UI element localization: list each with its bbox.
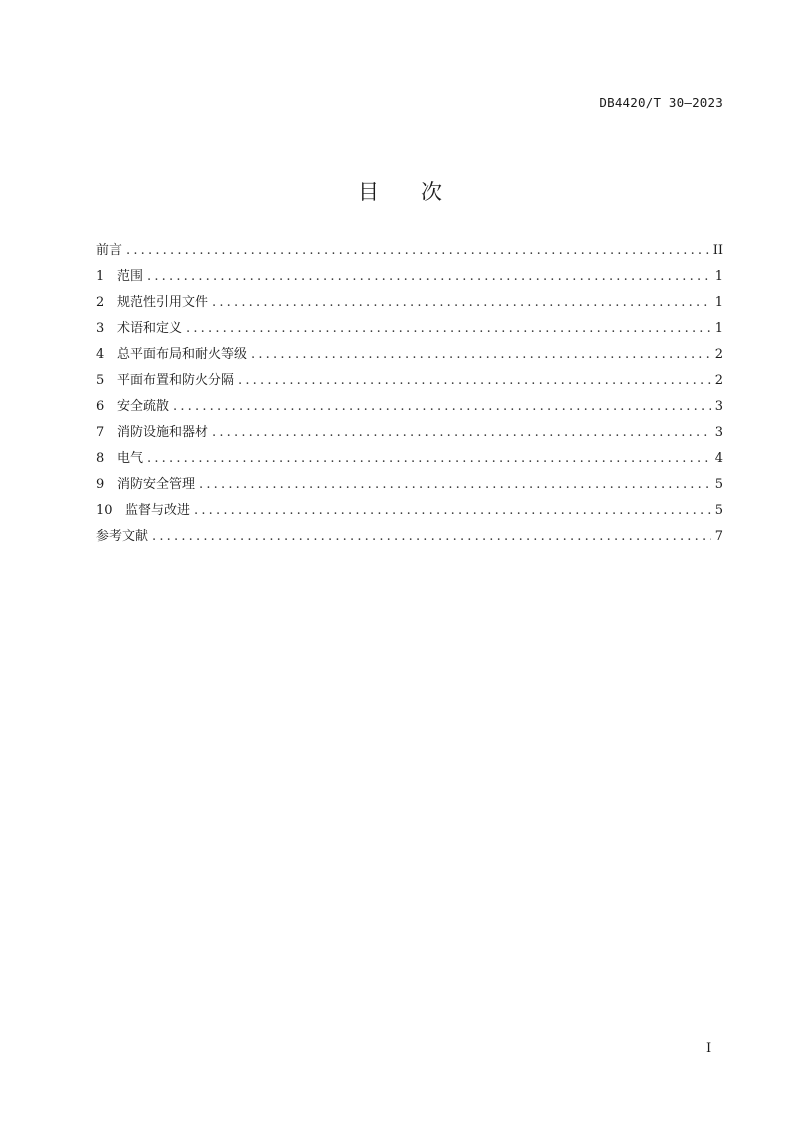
toc-entry-page: 2 — [714, 373, 723, 388]
toc-entry-page: 1 — [714, 295, 723, 310]
document-code: DB4420/T 30—2023 — [599, 95, 723, 110]
toc-entry-label: 消防设施和器材 — [117, 425, 209, 440]
toc-entry-page: 2 — [714, 347, 723, 362]
toc-entry-label: 总平面布局和耐火等级 — [117, 347, 248, 362]
title-char-2: 次 — [421, 180, 442, 204]
toc-entry-label: 消防安全管理 — [117, 477, 196, 492]
toc-entry-page: 1 — [714, 269, 723, 284]
toc-entry-number: 5 — [96, 373, 105, 388]
toc-entry-9[interactable] — [96, 473, 723, 499]
toc-entry-1[interactable] — [96, 265, 723, 291]
toc-entry-3[interactable] — [96, 317, 723, 343]
toc-entry-page: 4 — [714, 451, 723, 466]
toc-entry-number: 4 — [96, 347, 105, 362]
toc-leader-dots — [194, 503, 711, 518]
toc-entry-label: 前言 — [96, 243, 123, 258]
toc-entry-foreword[interactable] — [96, 239, 723, 265]
toc-entry-6[interactable] — [96, 395, 723, 421]
toc-leader-dots — [147, 451, 711, 466]
toc-leader-dots — [238, 373, 711, 388]
toc-entry-label: 术语和定义 — [117, 321, 183, 336]
toc-leader-dots — [126, 243, 709, 258]
toc-leader-dots — [173, 399, 711, 414]
toc-entry-label: 监督与改进 — [125, 503, 191, 518]
toc-entry-number: 9 — [96, 477, 105, 492]
toc-entry-number: 6 — [96, 399, 105, 414]
toc-entry-4[interactable] — [96, 343, 723, 369]
page-title — [0, 176, 800, 206]
title-char-1: 目 — [358, 180, 379, 204]
toc-entry-label: 规范性引用文件 — [117, 295, 209, 310]
toc-entry-page: 1 — [714, 321, 723, 336]
toc-entry-page: 3 — [714, 399, 723, 414]
toc-entry-8[interactable] — [96, 447, 723, 473]
toc-leader-dots — [212, 295, 711, 310]
toc-leader-dots — [147, 269, 711, 284]
toc-entry-label: 安全疏散 — [117, 399, 170, 414]
toc-entry-10[interactable] — [96, 499, 723, 525]
toc-entry-page: II — [712, 243, 723, 258]
toc-leader-dots — [199, 477, 711, 492]
toc-entry-number: 10 — [96, 503, 113, 518]
toc-entry-page: 7 — [714, 529, 723, 544]
toc-entry-page: 5 — [714, 503, 723, 518]
toc-leader-dots — [186, 321, 711, 336]
toc-entry-number: 2 — [96, 295, 105, 310]
toc-entry-7[interactable] — [96, 421, 723, 447]
toc-entry-label: 电气 — [117, 451, 144, 466]
toc-entry-number: 7 — [96, 425, 105, 440]
toc-entry-label: 平面布置和防火分隔 — [117, 373, 235, 388]
toc-leader-dots — [152, 529, 711, 544]
toc-entry-page: 5 — [714, 477, 723, 492]
toc-entry-references[interactable] — [96, 525, 723, 551]
toc-entry-page: 3 — [714, 425, 723, 440]
toc-entry-number: 8 — [96, 451, 105, 466]
toc-entry-label: 范围 — [117, 269, 144, 284]
toc-leader-dots — [212, 425, 711, 440]
toc-entry-5[interactable] — [96, 369, 723, 395]
toc-entry-number: 3 — [96, 321, 105, 336]
toc-leader-dots — [251, 347, 711, 362]
toc-entry-number: 1 — [96, 269, 105, 284]
page-number: I — [706, 1041, 712, 1056]
table-of-contents — [96, 239, 723, 551]
toc-entry-2[interactable] — [96, 291, 723, 317]
toc-entry-label: 参考文献 — [96, 529, 149, 544]
